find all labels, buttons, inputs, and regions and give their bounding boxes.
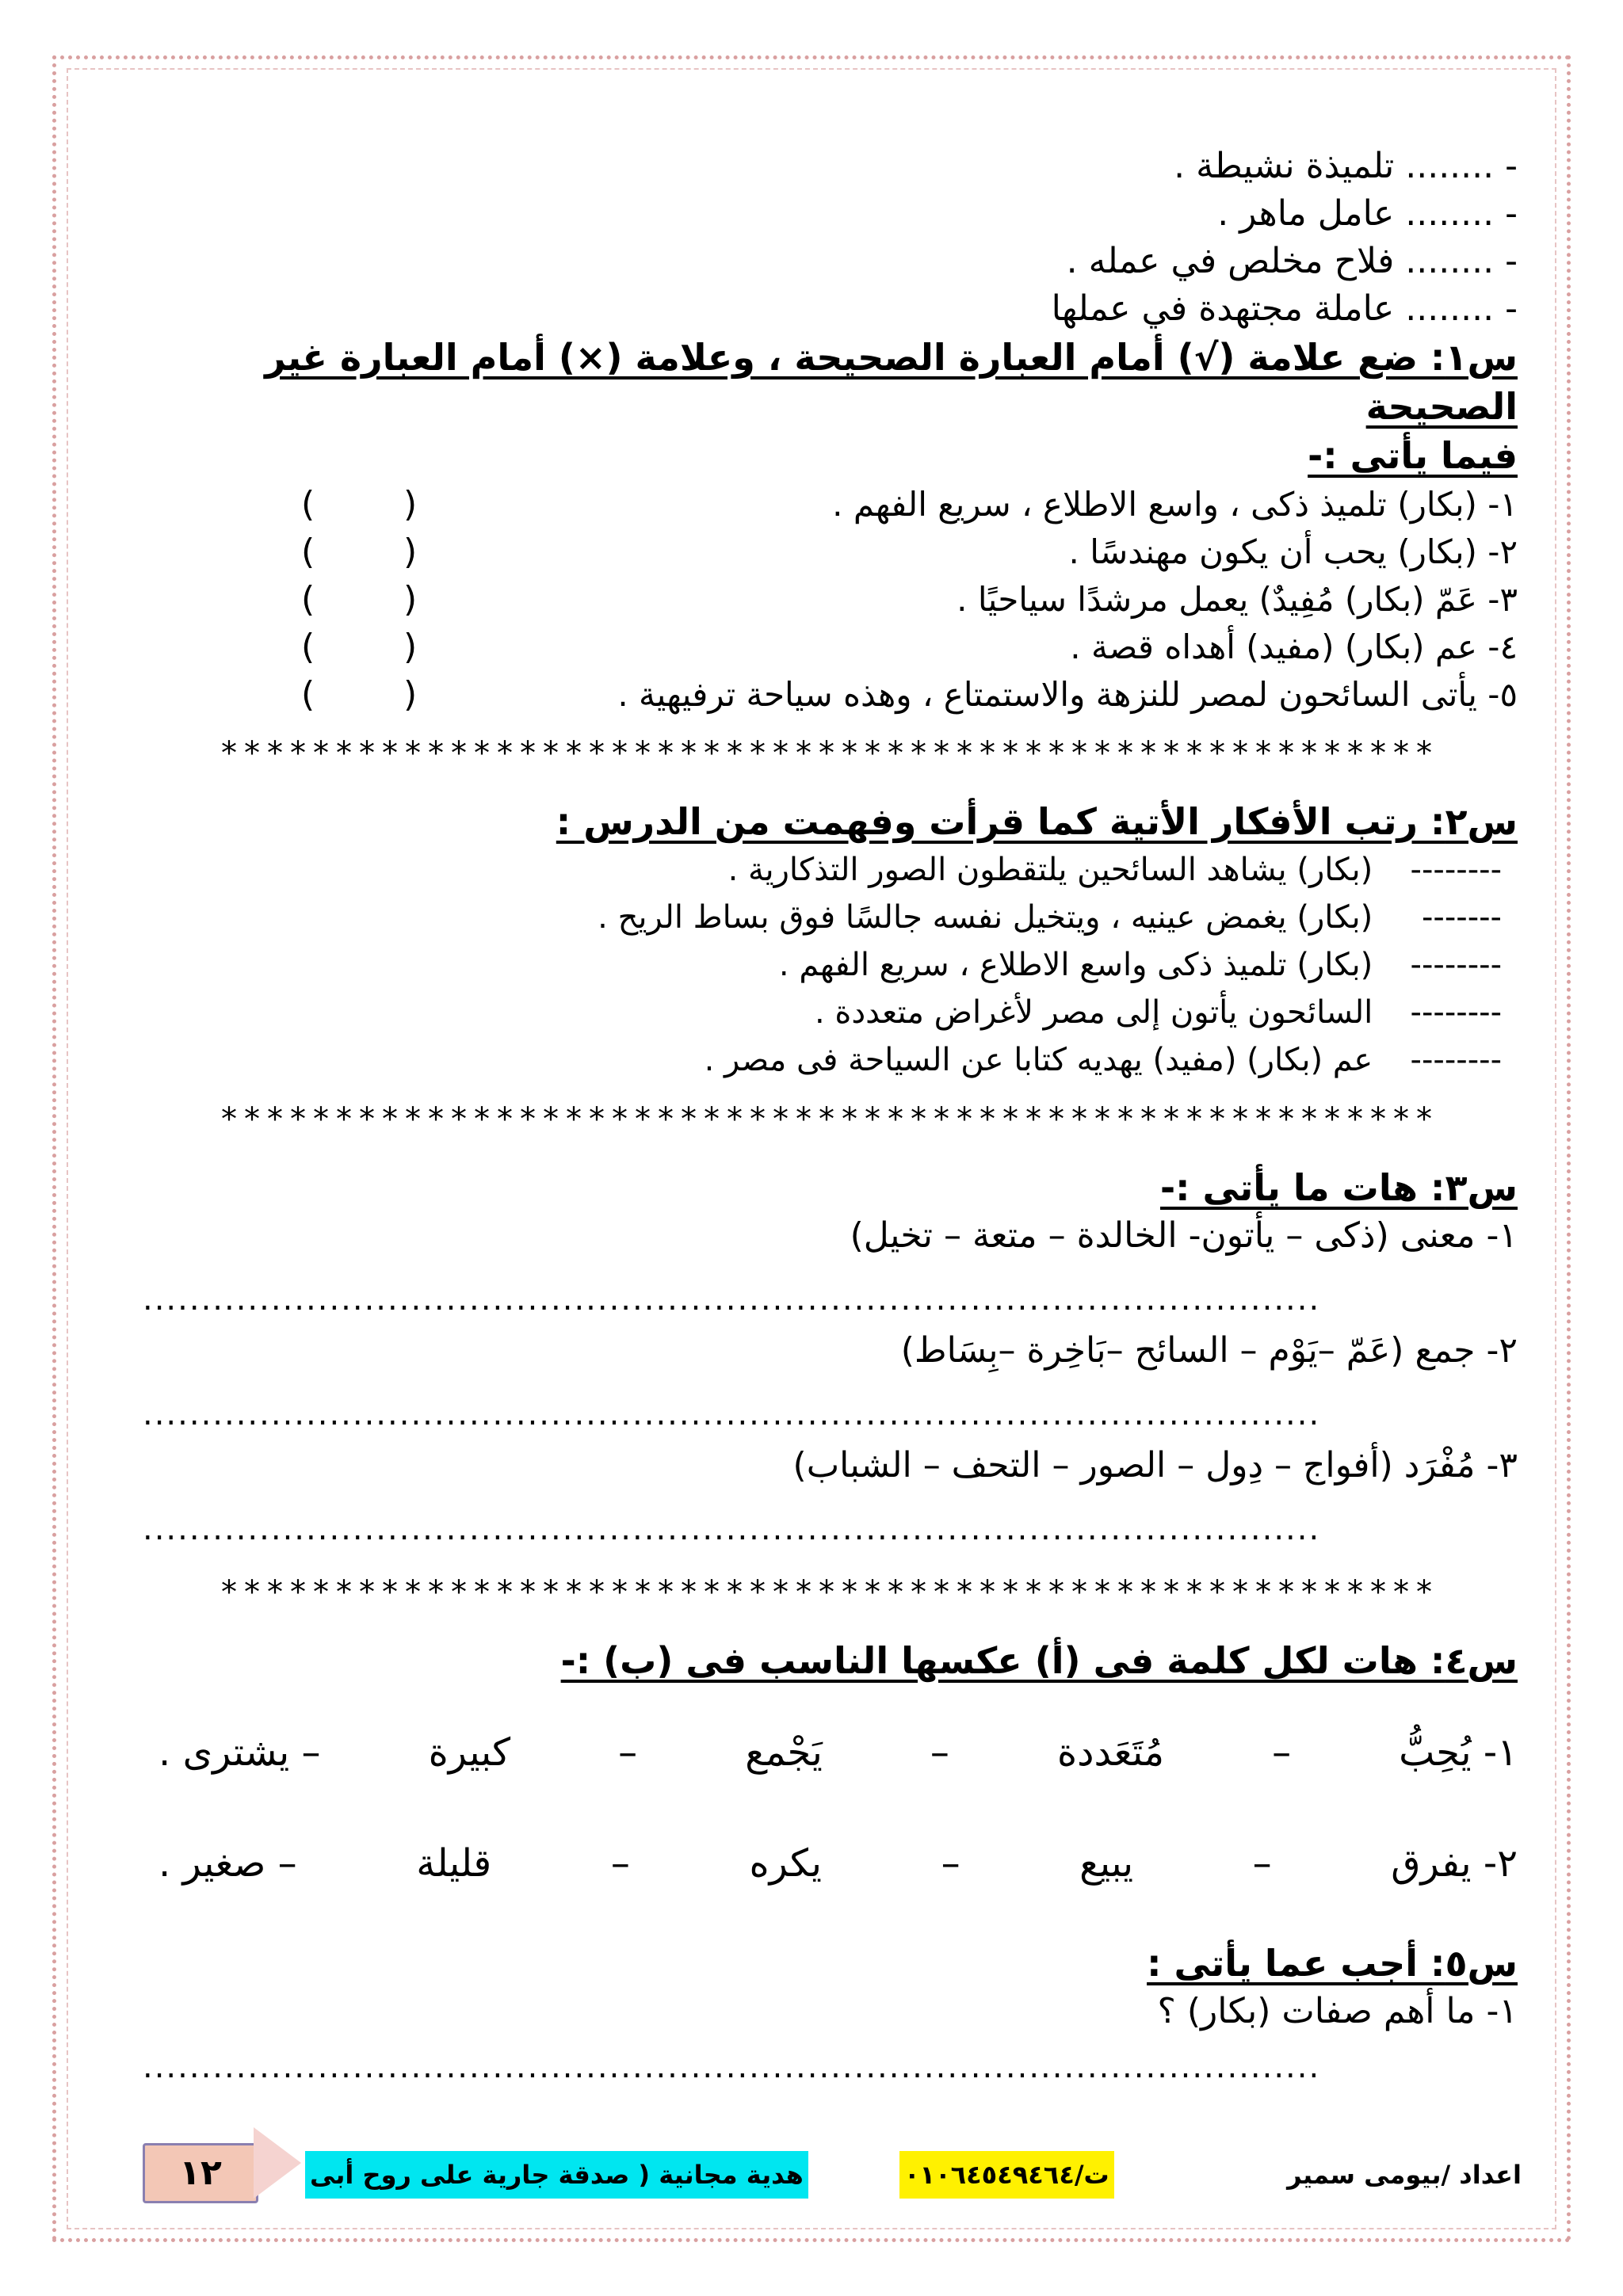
star-divider: ***************************************************** — [221, 1574, 1439, 1611]
separator: – — [1252, 1841, 1272, 1886]
word: يَجْمع — [745, 1730, 823, 1775]
word: مُتَعَددة — [1056, 1730, 1165, 1775]
order-blank[interactable]: ------- — [1421, 899, 1502, 936]
answer-line[interactable]: ..................................................................................................... — [143, 1283, 1321, 1318]
answer-box[interactable]: ( ) — [301, 531, 418, 572]
answer-box[interactable]: ( ) — [301, 483, 418, 524]
q2-item — [143, 989, 1518, 1036]
q1-item — [143, 480, 1518, 528]
answer-line[interactable]: ..................................................................................................... — [143, 1398, 1321, 1432]
word: – صغير . — [158, 1841, 297, 1886]
answer-line[interactable]: ..................................................................................................... — [143, 2051, 1321, 2085]
q2-item-text: (بكار) تلميذ ذكى واسع الاطلاع ، سريع الفهم . — [778, 947, 1373, 983]
q1-item-text: ٢- (بكار) يحب أن يكون مهندسًا . — [1068, 532, 1518, 571]
separator: – — [930, 1730, 949, 1775]
word: ٢- يفرق — [1391, 1841, 1518, 1886]
q2-item — [143, 1036, 1518, 1084]
worksheet-content — [143, 143, 1518, 2095]
word: يكره — [749, 1841, 822, 1886]
q2-item — [143, 894, 1518, 941]
author-credit: اعداد /بيومى سمير — [1287, 2160, 1522, 2190]
question-1 — [143, 333, 1518, 718]
word: قليلة — [416, 1841, 492, 1886]
q1-heading-continued: فيما يأتى :- — [1308, 434, 1518, 477]
opposites-row — [143, 1820, 1518, 1907]
q1-item — [143, 575, 1518, 623]
q1-item — [143, 528, 1518, 575]
star-divider: ***************************************************** — [221, 735, 1439, 772]
word: – يشترى . — [158, 1730, 321, 1775]
q1-item — [143, 670, 1518, 718]
q2-item — [143, 941, 1518, 989]
question-5 — [143, 1939, 1518, 2095]
word: كبيرة — [428, 1730, 511, 1775]
q2-item-text: (بكار) يشاهد السائحين يلتقطون الصور التذكارية . — [727, 852, 1373, 888]
q3-item: ١- معنى (ذكى – يأتون- الخالدة – متعة – تخيل) — [850, 1215, 1518, 1256]
q2-heading: س٢: رتب الأفكار الأتية كما قرأت وفهمت من الدرس : — [556, 800, 1518, 843]
q5-item: ١- ما أهم صفات (بكار) ؟ — [1157, 1991, 1518, 2031]
arrow-icon — [254, 2127, 301, 2199]
top-line: - ........ تلميذة نشيطة . — [1174, 146, 1518, 186]
q3-item: ٢- جمع (عَمّ –يَوْم – السائح –بَاخِرة –بِسَاط) — [900, 1330, 1518, 1371]
answer-line[interactable]: ..................................................................................................... — [143, 1513, 1321, 1547]
footer — [143, 2151, 1522, 2199]
q1-item-text: ٤- عم (بكار) (مفيد) أهداه قصة . — [1070, 627, 1518, 666]
question-2 — [143, 797, 1518, 1084]
q1-item-text: ٣- عَمّ (بكار) مُفِيدٌ) يعمل مرشدًا سياحيًا . — [957, 579, 1518, 619]
separator: – — [1272, 1730, 1292, 1775]
q1-item-text: ١- (بكار) تلميذ ذكى ، واسع الاطلاع ، سريع الفهم . — [832, 484, 1518, 524]
order-blank[interactable]: -------- — [1410, 852, 1502, 888]
q1-item-text: ٥- يأتى السائحون لمصر للنزهة والاستمتاع ، وهذه سياحة ترفيهية . — [617, 674, 1518, 714]
word: يبيع — [1079, 1841, 1134, 1886]
separator: – — [618, 1730, 638, 1775]
answer-box[interactable]: ( ) — [301, 626, 418, 667]
opposites-row — [143, 1709, 1518, 1796]
phone-number: ت/٠١٠٦٤٥٤٩٤٦٤ — [899, 2151, 1114, 2199]
top-line: - ........ عاملة مجتهدة في عملها — [1051, 288, 1518, 329]
star-divider: ***************************************************** — [221, 1101, 1439, 1138]
top-line: - ........ فلاح مخلص في عمله . — [1066, 241, 1518, 281]
word: ١- يُحِبُّ — [1399, 1730, 1518, 1775]
gift-note: هدية مجانية ( صدقة جارية على روح أبى — [305, 2151, 808, 2199]
top-line: - ........ عامل ماهر . — [1217, 193, 1518, 234]
q1-heading: س١: ضع علامة (√) أمام العبارة الصحيحة ، وعلامة (×) أمام العبارة غير الصحيحة — [265, 336, 1518, 428]
answer-box[interactable]: ( ) — [301, 578, 418, 620]
order-blank[interactable]: -------- — [1410, 994, 1502, 1031]
separator: – — [941, 1841, 960, 1886]
q3-heading: س٣: هات ما يأتى :- — [1159, 1166, 1518, 1209]
q1-item — [143, 623, 1518, 670]
order-blank[interactable]: -------- — [1410, 1042, 1502, 1078]
answer-box[interactable]: ( ) — [301, 673, 418, 715]
q4-heading: س٤: هات لكل كلمة فى (أ) عكسها الناسب فى (ب) :- — [560, 1639, 1518, 1682]
q2-item-text: (بكار) يغمض عينيه ، ويتخيل نفسه جالسًا فوق بساط الريح . — [598, 899, 1373, 936]
q3-item: ٣- مُفْرَد (أفواج – دِول – الصور – التحف – الشباب) — [792, 1445, 1518, 1486]
q2-item-text: عم (بكار) (مفيد) يهديه كتابا عن السياحة فى مصر . — [704, 1042, 1373, 1078]
order-blank[interactable]: -------- — [1410, 947, 1502, 983]
separator: – — [610, 1841, 630, 1886]
q2-item-text: السائحون يأتون إلى مصر لأغراض متعددة . — [814, 994, 1373, 1031]
question-3 — [143, 1163, 1518, 1557]
q5-heading: س٥: أجب عما يأتى : — [1147, 1942, 1518, 1985]
page-number: ١٢ — [143, 2143, 258, 2203]
q2-item — [143, 846, 1518, 894]
top-lines — [143, 143, 1518, 333]
question-4 — [143, 1636, 1518, 1907]
